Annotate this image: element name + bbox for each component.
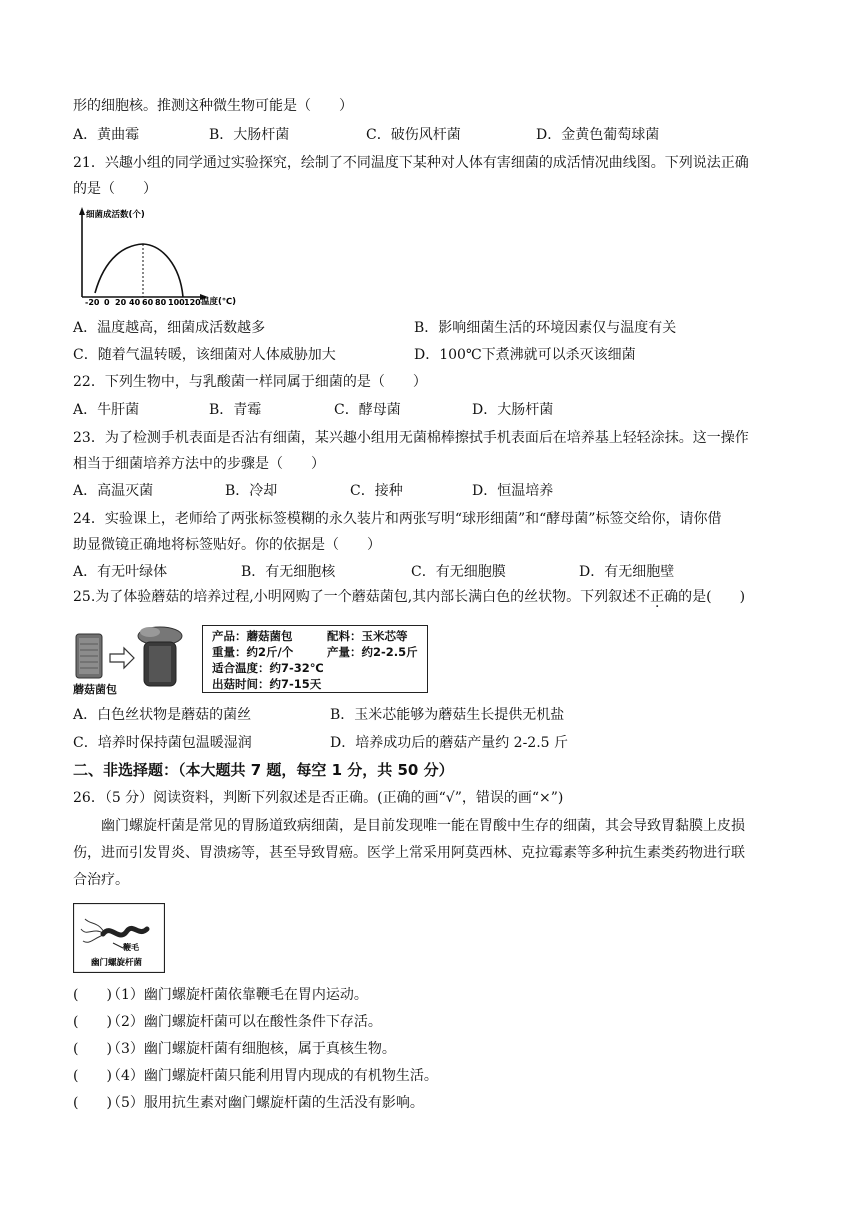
q26-item-2-text: （2）幽门螺旋杆菌可以在酸性条件下存活。 bbox=[107, 1014, 382, 1030]
q23-stem-line1: 23．为了检测手机表面是否沾有细菌，某兴趣小组用无菌棉棒擦拭手机表面后在培养基上轻轻涂抹。这一操作 bbox=[73, 430, 749, 446]
q21-stem-line1: 21．兴趣小组的同学通过实验探究，绘制了不同温度下某种对人体有害细菌的成活情况曲线图。下列说法正确 bbox=[73, 155, 749, 171]
q21-option-c[interactable]: C．随着气温转暖，该细菌对人体威胁加大 bbox=[73, 347, 336, 363]
q26-img-caption: 幽门螺旋杆菌 bbox=[91, 958, 143, 968]
q26-item-1[interactable] bbox=[73, 986, 368, 1004]
q24-stem-line1: 24．实验课上，老师给了两张标签模糊的永久装片和两张写明“球形细菌”和“酵母菌”标签交给你，请你借 bbox=[73, 511, 722, 527]
q20-continuation: 形的细胞核。推测这种微生物可能是（ ） bbox=[73, 98, 353, 114]
q23-stem-line2: 相当于细菌培养方法中的步骤是（ ） bbox=[73, 456, 325, 472]
q26-item-5-text: （5）服用抗生素对幽门螺旋杆菌的生活没有影响。 bbox=[107, 1095, 424, 1111]
q23-option-c[interactable]: C．接种 bbox=[350, 483, 403, 499]
q26-stem: 26．（5 分）阅读资料，判断下列叙述是否正确。(正确的画“√”，错误的画“×”) bbox=[73, 790, 564, 806]
q23-option-a[interactable]: A．高温灭菌 bbox=[73, 483, 154, 499]
q21-stem-line2: 的是（ ） bbox=[73, 181, 157, 197]
q21-option-a[interactable]: A．温度越高，细菌成活数越多 bbox=[73, 320, 266, 336]
q26-bacteria-image bbox=[73, 903, 165, 973]
chart-xtick: 60 bbox=[142, 298, 154, 307]
q26-item-4[interactable] bbox=[73, 1067, 438, 1085]
label-weight: 重量：约2斤/个 bbox=[212, 645, 294, 659]
chart-ylabel: 细菌成活数(个) bbox=[86, 210, 145, 220]
q26-item-1-text: （1）幽门螺旋杆菌依靠鞭毛在胃内运动。 bbox=[107, 987, 368, 1003]
q26-item-2[interactable] bbox=[73, 1013, 382, 1031]
chart-xtick: 120 bbox=[184, 298, 201, 307]
q26-item-5[interactable] bbox=[73, 1094, 424, 1112]
q25-stem-emphasis: 不正确 bbox=[636, 589, 679, 605]
q26-item-4-text: （4）幽门螺旋杆菌只能利用胃内现成的有机物生活。 bbox=[107, 1068, 438, 1084]
q20-option-c[interactable]: C．破伤风杆菌 bbox=[366, 127, 461, 143]
chart-curve bbox=[95, 244, 183, 297]
q22-stem: 22．下列生物中，与乳酸菌一样同属于细菌的是（ ） bbox=[73, 374, 427, 390]
arrow-icon bbox=[110, 648, 134, 668]
answer-blank[interactable]: ( ) bbox=[73, 987, 112, 1003]
q22-option-d[interactable]: D．大肠杆菌 bbox=[472, 402, 554, 418]
q24-option-d[interactable]: D．有无细胞壁 bbox=[579, 564, 675, 580]
chart-xtick: 40 bbox=[129, 298, 141, 307]
q26-passage-line3: 合治疗。 bbox=[73, 872, 129, 888]
answer-blank[interactable]: ( ) bbox=[73, 1095, 112, 1111]
label-temperature: 适合温度：约7-32℃ bbox=[212, 661, 324, 675]
q20-option-b[interactable]: B．大肠杆菌 bbox=[209, 127, 290, 143]
answer-blank[interactable]: ( ) bbox=[73, 1041, 112, 1057]
q23-option-d[interactable]: D．恒温培养 bbox=[472, 483, 554, 499]
q23-option-b[interactable]: B．冷却 bbox=[225, 483, 278, 499]
q25-option-a[interactable]: A．白色丝状物是蘑菇的菌丝 bbox=[73, 707, 252, 723]
q21-chart bbox=[70, 205, 250, 313]
section-2-heading: 二、非选择题：（本大题共 7 题，每空 1 分，共 50 分） bbox=[73, 761, 454, 779]
q20-option-a[interactable]: A．黄曲霉 bbox=[73, 127, 140, 143]
q25-stem-post: 的是( ) bbox=[678, 589, 746, 605]
q26-item-3-text: （3）幽门螺旋杆菌有细胞核，属于真核生物。 bbox=[107, 1041, 396, 1057]
q26-item-3[interactable] bbox=[73, 1040, 396, 1058]
q26-passage-line2: 伤，进而引发胃炎、胃溃疡等，甚至导致胃癌。医学上常采用阿莫西林、克拉霉素等多种抗生素类药物进行联 bbox=[73, 845, 745, 861]
chart-xtick: 100 bbox=[168, 298, 185, 307]
q21-option-d[interactable]: D．100℃下煮沸就可以杀灭该细菌 bbox=[414, 347, 636, 363]
q21-option-b[interactable]: B．影响细菌生活的环境因素仅与温度有关 bbox=[414, 320, 677, 336]
q20-option-d[interactable]: D．金黄色葡萄球菌 bbox=[536, 127, 660, 143]
chart-xlabel: 温度(℃) bbox=[201, 297, 237, 307]
answer-blank[interactable]: ( ) bbox=[73, 1014, 112, 1030]
q24-option-a[interactable]: A．有无叶绿体 bbox=[73, 564, 168, 580]
chart-xtick: -20 bbox=[85, 298, 100, 307]
q25-option-c[interactable]: C．培养时保持菌包温暖湿润 bbox=[73, 735, 252, 751]
q26-passage-line1: 幽门螺旋杆菌是常见的胃肠道致病细菌，是目前发现唯一能在胃酸中生存的细菌，其会导致胃黏膜上皮损 bbox=[101, 818, 745, 834]
q24-stem-line2: 助显微镜正确地将标签贴好。你的依据是（ ） bbox=[73, 537, 381, 553]
q25-mushroom-image bbox=[70, 620, 192, 698]
label-time: 出菇时间：约7-15天 bbox=[212, 677, 322, 691]
answer-blank[interactable]: ( ) bbox=[73, 1068, 112, 1084]
q25-option-d[interactable]: D．培养成功后的蘑菇产量约 2-2.5 斤 bbox=[330, 735, 569, 751]
q22-option-a[interactable]: A．牛肝菌 bbox=[73, 402, 140, 418]
label-ingredients: 配料：玉米芯等 bbox=[327, 629, 408, 643]
q24-option-b[interactable]: B．有无细胞核 bbox=[241, 564, 336, 580]
q25-stem bbox=[73, 588, 745, 606]
q25-img-label: 蘑菇菌包 bbox=[73, 683, 117, 696]
chart-xtick: 80 bbox=[155, 298, 167, 307]
q25-product-label bbox=[202, 625, 428, 693]
q26-img-label: 鞭毛 bbox=[123, 943, 139, 952]
q22-option-c[interactable]: C．酵母菌 bbox=[334, 402, 401, 418]
q25-option-b[interactable]: B．玉米芯能够为蘑菇生长提供无机盐 bbox=[330, 707, 565, 723]
q25-stem-pre: 25.为了体验蘑菇的培养过程,小明网购了一个蘑菇菌包,其内部长满白色的丝状物。下列叙述 bbox=[73, 589, 637, 605]
label-yield: 产量：约2-2.5斤 bbox=[327, 645, 418, 659]
q22-option-b[interactable]: B．青霉 bbox=[209, 402, 262, 418]
chart-xtick: 20 bbox=[115, 298, 127, 307]
chart-xtick: 0 bbox=[104, 298, 110, 307]
label-product: 产品：蘑菇菌包 bbox=[212, 629, 293, 643]
q24-option-c[interactable]: C．有无细胞膜 bbox=[411, 564, 506, 580]
chart-y-arrow bbox=[79, 207, 85, 215]
